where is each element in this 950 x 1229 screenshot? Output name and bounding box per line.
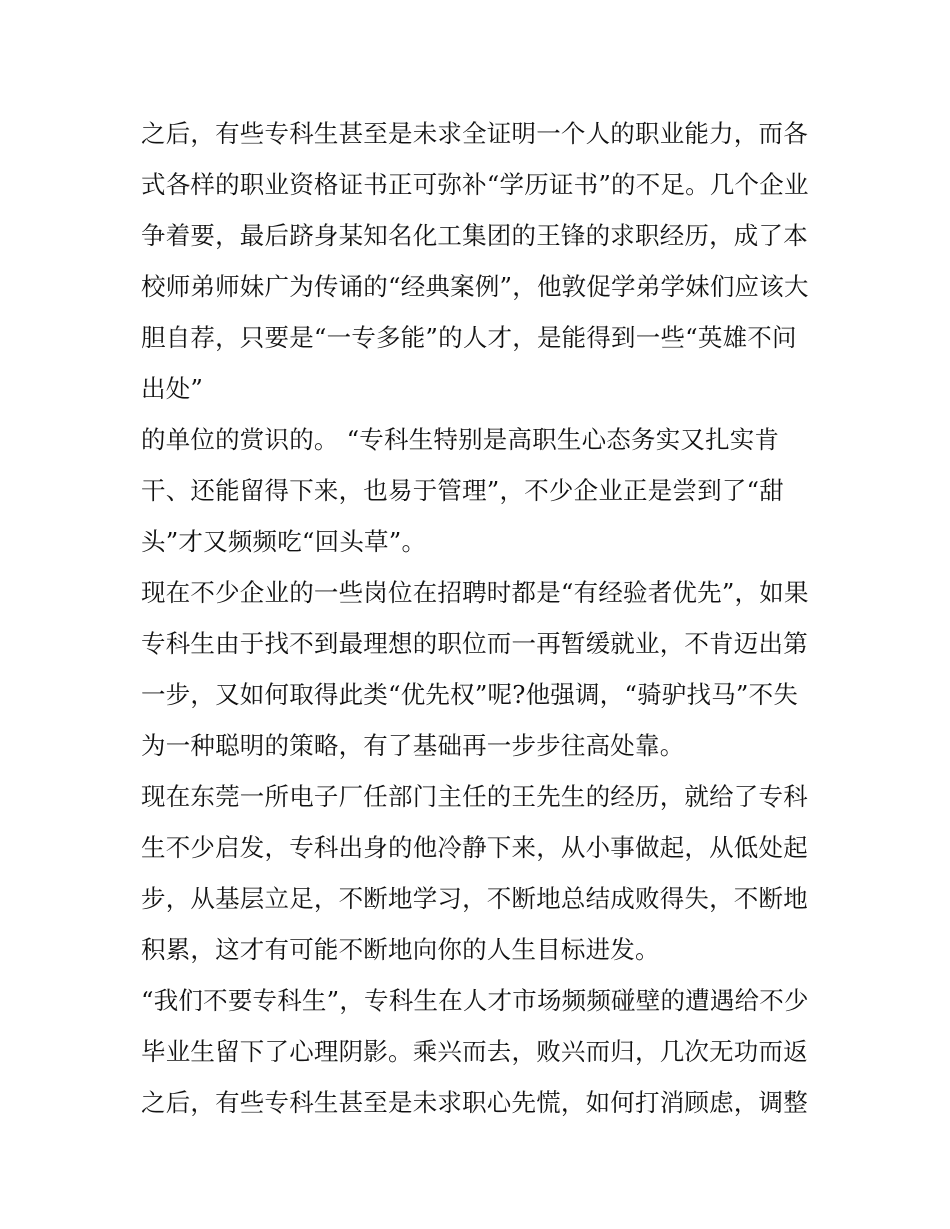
- text-line: 出处”: [141, 374, 204, 403]
- text-line: 式各样的职业资格证书正可弥补“学历证书”的不足。几个企业: [141, 170, 809, 199]
- text-line: 毕业生留下了心理阴影。乘兴而去，败兴而归，几次无功而返: [141, 1037, 808, 1066]
- document-body: [141, 108, 821, 1128]
- text-line: 之后，有些专科生甚至是未求全证明一个人的职业能力，而各: [141, 119, 808, 148]
- text-line: 校师弟师妹广为传诵的“经典案例”，他敦促学弟学妹们应该大: [141, 272, 809, 301]
- text-line: 现在不少企业的一些岗位在招聘时都是“有经验者优先”，如果: [141, 578, 809, 607]
- text-line: 干、还能留得下来，也易于管理”，不少企业正是尝到了“甜: [141, 476, 784, 505]
- text-line: 争着要，最后跻身某知名化工集团的王锋的求职经历，成了本: [141, 221, 808, 250]
- text-line: 胆自荐，只要是“一专多能”的人才，是能得到一些“英雄不问: [141, 323, 797, 352]
- text-line: 一步，又如何取得此类“优先权”呢?他强调，“骑驴找马”不失: [141, 680, 799, 709]
- text-line: 之后，有些专科生甚至是未求职心先慌，如何打消顾虑，调整: [141, 1088, 808, 1117]
- text-line: 积累，这才有可能不断地向你的人生目标进发。: [141, 935, 660, 964]
- text-line: 为一种聪明的策略，有了基础再一步步往高处靠。: [141, 731, 685, 760]
- text-line: 头”才又频频吃“回头草”。: [141, 527, 427, 556]
- text-line: 现在东莞一所电子厂任部门主任的王先生的经历，就给了专科: [141, 782, 808, 811]
- text-line: “我们不要专科生”，专科生在人才市场频频碰壁的遭遇给不少: [141, 986, 809, 1015]
- text-line: 专科生由于找不到最理想的职位而一再暂缓就业，不肯迈出第: [141, 629, 808, 658]
- text-line: 的单位的赏识的。 “专科生特别是高职生心态务实又扎实肯: [141, 425, 780, 454]
- text-line: 步，从基层立足，不断地学习，不断地总结成败得失，不断地: [141, 884, 808, 913]
- text-line: 生不少启发，专科出身的他冷静下来，从小事做起，从低处起: [141, 833, 808, 862]
